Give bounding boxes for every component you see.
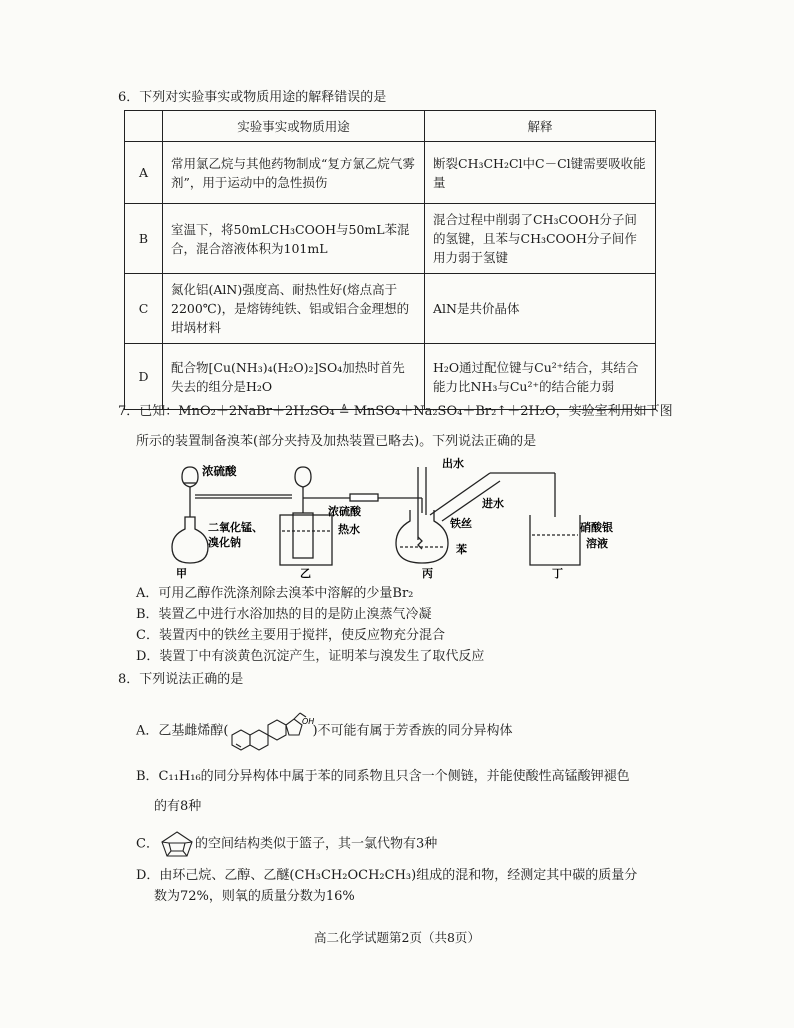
funnel-2 bbox=[295, 467, 311, 487]
row-explain: 断裂CH₃CH₂Cl中C－Cl键需要吸收能量 bbox=[425, 142, 656, 204]
q8-option-b-line1: B．C₁₁H₁₆的同分异构体中属于苯的同系物且只含一个侧链，并能使酸性高锰酸钾褪色 bbox=[136, 769, 630, 784]
row-fact: 氮化铝(AlN)强度高、耐热性好(熔点高于2200℃)，是熔铸纯铁、铝或铝合金理想的坩埚材料 bbox=[163, 274, 425, 344]
table-row bbox=[125, 274, 656, 344]
beaker-ding bbox=[530, 515, 580, 565]
label-benzene: 苯 bbox=[456, 543, 467, 556]
q7-option-c: C．装置丙中的铁丝主要用于搅拌，使反应物充分混合 bbox=[136, 628, 445, 643]
row-fact: 常用氯乙烷与其他药物制成“复方氯乙烷气雾剂”，用于运动中的急性损伤 bbox=[163, 142, 425, 204]
label-jia: 甲 bbox=[176, 567, 187, 580]
label-reagents-1: 二氧化锰、 bbox=[208, 521, 263, 534]
q7-option-a: A．可用乙醇作洗涤剂除去溴苯中溶解的少量Br₂ bbox=[136, 586, 414, 601]
q8-option-c-prefix: C． bbox=[136, 836, 159, 852]
row-option: C bbox=[125, 274, 163, 344]
table-header-row bbox=[125, 111, 656, 142]
label-conc-acid-1: 浓硫酸 bbox=[202, 464, 237, 478]
row-fact: 室温下，将50mLCH₃COOH与50mL苯混合，混合溶液体积为101mL bbox=[163, 204, 425, 274]
q7-stem-prefix: 7．已知： bbox=[118, 404, 179, 419]
q7-stem-suffix: ，实验室利用如下图 bbox=[555, 404, 673, 419]
table-row bbox=[125, 204, 656, 274]
q8-option-d-line1: D．由环己烷、乙醇、乙醚(CH₃CH₂OCH₂CH₃)组成的混和物，经测定其中碳的质量分 bbox=[136, 868, 638, 883]
wash-bottle bbox=[293, 513, 313, 558]
q7-option-b: B．装置乙中进行水浴加热的目的是防止溴蒸气冷凝 bbox=[136, 607, 432, 622]
q8-option-c-suffix: 的空间结构类似于篮子，其一氯代物有3种 bbox=[194, 836, 438, 852]
q8-option-d-line2: 数为72%，则氧的质量分数为16% bbox=[154, 889, 355, 904]
row-option: D bbox=[125, 344, 163, 410]
flask-bing bbox=[396, 510, 448, 563]
basket-molecule-structure bbox=[159, 830, 195, 858]
q8-option-b-line2: 的有8种 bbox=[154, 799, 202, 814]
row-explain: AlN是共价晶体 bbox=[425, 274, 656, 344]
page-footer: 高二化学试题第2页（共8页） bbox=[314, 930, 480, 945]
flask-jia bbox=[172, 517, 208, 563]
q8-option-a bbox=[136, 711, 513, 751]
q7-stem-line2: 所示的装置制备溴苯(部分夹持及加热装置已略去)。下列说法正确的是 bbox=[136, 434, 537, 449]
table-row bbox=[125, 142, 656, 204]
row-option: B bbox=[125, 204, 163, 274]
label-hot-water: 热水 bbox=[338, 523, 360, 536]
row-option: A bbox=[125, 142, 163, 204]
q7-stem bbox=[118, 402, 673, 422]
label-silver-nitrate-2: 溶液 bbox=[586, 537, 608, 550]
apparatus-diagram bbox=[160, 455, 620, 580]
q7-equation: MnO₂＋2NaBr＋2H₂SO₄ ≜ MnSO₄＋Na₂SO₄＋Br₂↑＋2H₂O bbox=[178, 404, 556, 419]
label-yi: 乙 bbox=[300, 567, 311, 580]
q8-option-a-prefix: A．乙基雌烯醇( bbox=[136, 723, 229, 739]
steroid-structure bbox=[228, 711, 315, 751]
q6-stem: 6．下列对实验事实或物质用途的解释错误的是 bbox=[118, 90, 387, 105]
label-bing: 丙 bbox=[422, 567, 433, 580]
header-explain: 解释 bbox=[425, 111, 656, 142]
label-water-in: 进水 bbox=[482, 497, 504, 510]
label-silver-nitrate-1: 硝酸银 bbox=[580, 521, 613, 534]
q7-option-d: D．装置丁中有淡黄色沉淀产生，证明苯与溴发生了取代反应 bbox=[136, 649, 485, 664]
header-option bbox=[125, 111, 163, 142]
row-explain: 混合过程中削弱了CH₃COOH分子间的氢键，且苯与CH₃COOH分子间作用力弱于氢键 bbox=[425, 204, 656, 274]
label-iron-wire: 铁丝 bbox=[450, 517, 472, 530]
label-ding: 丁 bbox=[552, 567, 563, 580]
header-fact: 实验事实或物质用途 bbox=[163, 111, 425, 142]
q6-table bbox=[124, 110, 656, 410]
q8-option-c bbox=[136, 830, 437, 858]
label-water-out: 出水 bbox=[442, 457, 464, 470]
oh-label: OH bbox=[302, 717, 315, 726]
row-explain: H₂O通过配位键与Cu²⁺结合，其结合能力比NH₃与Cu²⁺的结合能力弱 bbox=[425, 344, 656, 410]
label-conc-acid-2: 浓硫酸 bbox=[328, 505, 361, 518]
row-fact: 配合物[Cu(NH₃)₄(H₂O)₂]SO₄加热时首先失去的组分是H₂O bbox=[163, 344, 425, 410]
q8-option-a-suffix: )不可能有属于芳香族的同分异构体 bbox=[312, 723, 513, 739]
funnel-1 bbox=[182, 467, 198, 487]
label-reagents-2: 溴化钠 bbox=[208, 536, 241, 549]
table-row bbox=[125, 344, 656, 410]
q8-stem: 8．下列说法正确的是 bbox=[118, 672, 244, 687]
